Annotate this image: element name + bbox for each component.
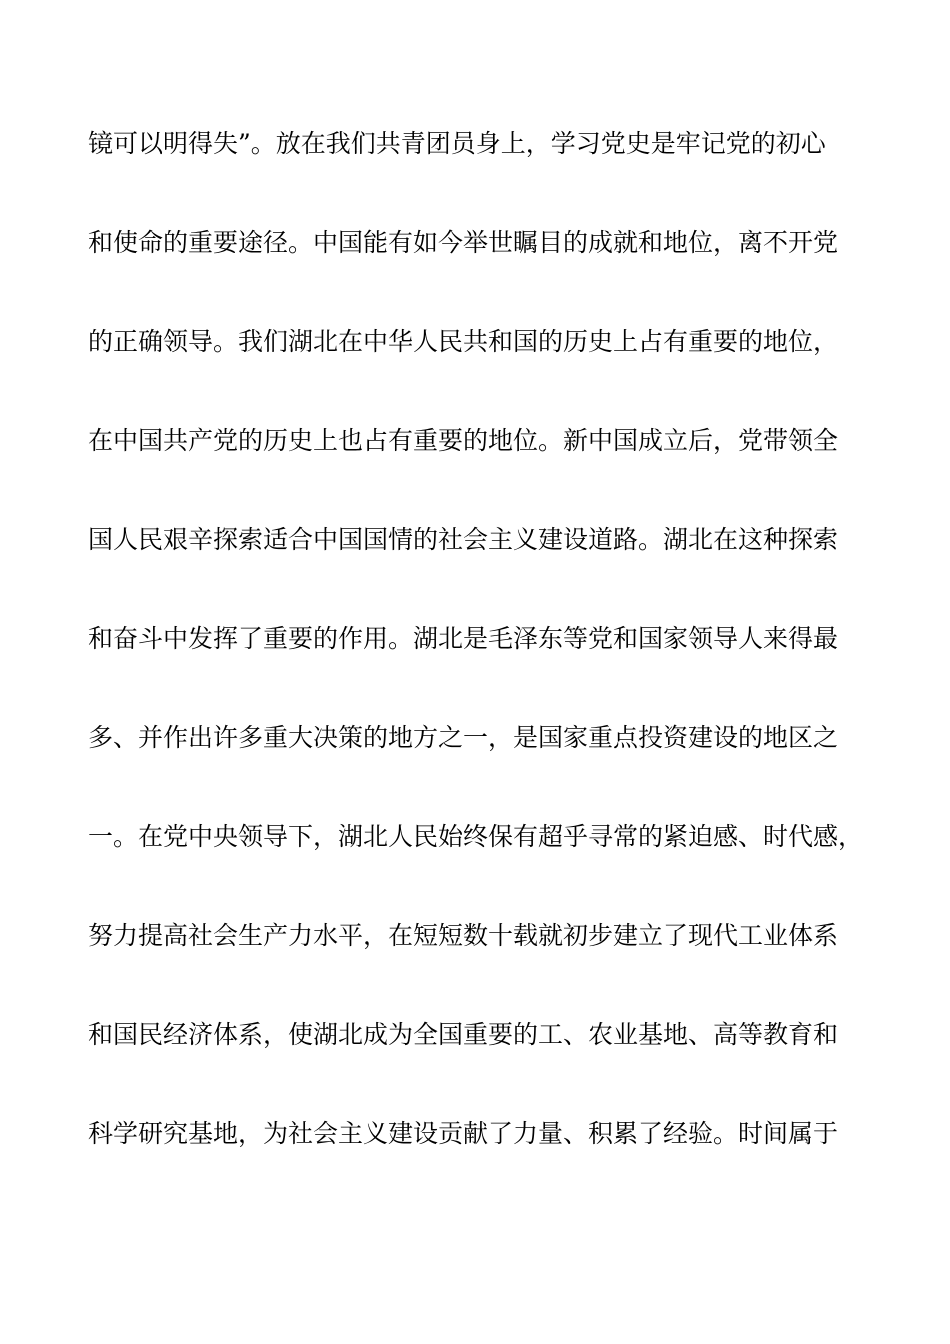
text-line: 努力提高社会生产力水平，在短短数十载就初步建立了现代工业体系 [88, 921, 839, 950]
text-line: 和国民经济体系，使湖北成为全国重要的工、农业基地、高等教育和 [88, 1020, 839, 1049]
body-text [88, 129, 868, 1148]
text-line: 一。在党中央领导下，湖北人民始终保有超乎寻常的紧迫感、时代感， [88, 822, 864, 851]
text-line: 和奋斗中发挥了重要的作用。湖北是毛泽东等党和国家领导人来得最 [88, 624, 839, 653]
text-line: 镜可以明得失”。放在我们共青团员身上，学习党史是牢记党的初心 [88, 129, 826, 158]
text-line: 多、并作出许多重大决策的地方之一，是国家重点投资建设的地区之 [88, 723, 839, 752]
text-line: 科学研究基地，为社会主义建设贡献了力量、积累了经验。时间属于 [88, 1119, 839, 1148]
text-line: 国人民艰辛探索适合中国国情的社会主义建设道路。湖北在这种探索 [88, 525, 839, 554]
text-line: 和使命的重要途径。中国能有如今举世瞩目的成就和地位，离不开党 [88, 228, 839, 257]
text-line: 在中国共产党的历史上也占有重要的地位。新中国成立后，党带领全 [88, 426, 839, 455]
text-line: 的正确领导。我们湖北在中华人民共和国的历史上占有重要的地位， [88, 327, 839, 356]
